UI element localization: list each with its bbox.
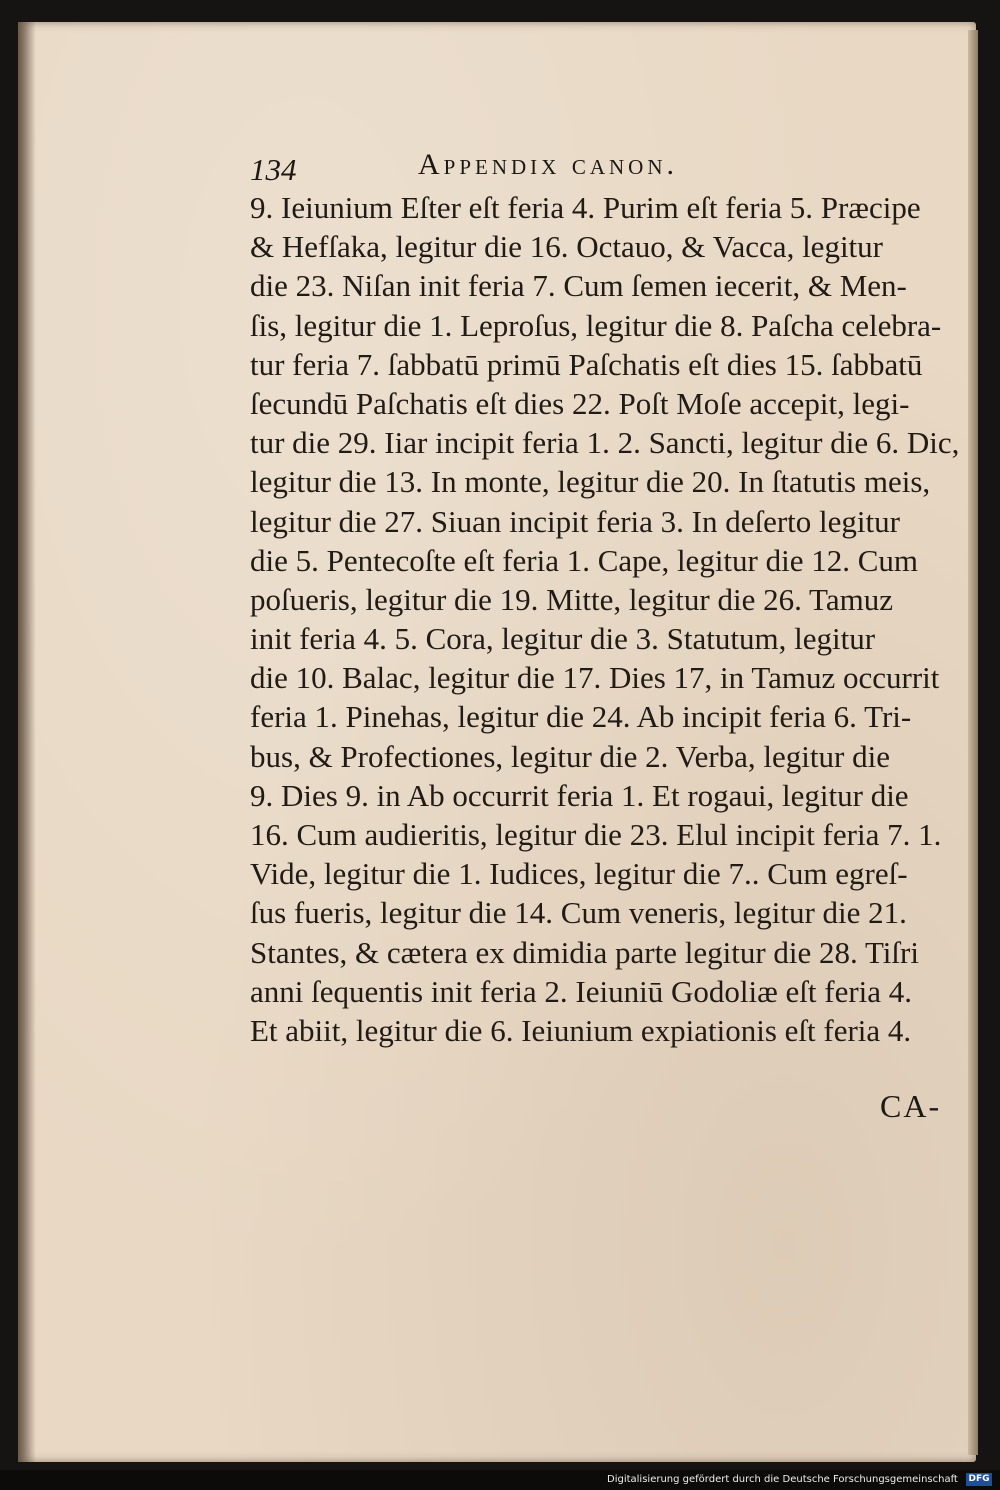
dfg-logo: DFG bbox=[966, 1473, 992, 1486]
text-line: poſueris, legitur die 19. Mitte, legitur die 26. Tamuz bbox=[250, 581, 893, 617]
text-line: tur feria 7. ſabbatū primū Paſchatis eſt dies 15. ſabbatū bbox=[250, 346, 923, 382]
text-line: ſus fueris, legitur die 14. Cum veneris, legitur die 21. bbox=[250, 895, 907, 931]
text-line: & Hefſaka, legitur die 16. Octauo, & Vacca, legitur bbox=[250, 229, 883, 265]
text-line: feria 1. Pinehas, legitur die 24. Ab incipit feria 6. Tri- bbox=[250, 699, 912, 735]
text-line: anni ſequentis init feria 2. Ieiuniū Godoliæ eſt feria 4. bbox=[250, 973, 913, 1009]
text-line: die 23. Niſan init feria 7. Cum ſemen iecerit, & Men- bbox=[250, 268, 907, 304]
body-text bbox=[250, 188, 960, 1050]
page-header bbox=[250, 148, 950, 188]
text-line: ſecundū Paſchatis eſt dies 22. Poſt Moſe accepit, legi- bbox=[250, 385, 910, 421]
text-line: tur die 29. Iiar incipit feria 1. 2. Sancti, legitur die 6. Dic, bbox=[250, 425, 960, 461]
text-line: Et abiit, legitur die 6. Ieiunium expiationis eſt feria 4. bbox=[250, 1012, 912, 1048]
page-number: 134 bbox=[250, 152, 297, 187]
text-line: die 5. Pentecoſte eſt feria 1. Cape, legitur die 12. Cum bbox=[250, 542, 919, 578]
text-line: init feria 4. 5. Cora, legitur die 3. Statutum, legitur bbox=[250, 621, 876, 657]
text-line: ſis, legitur die 1. Leproſus, legitur die 8. Paſcha celebra- bbox=[250, 307, 942, 343]
text-line: legitur die 27. Siuan incipit feria 3. In deſerto legitur bbox=[250, 503, 900, 539]
text-line: Vide, legitur die 1. Iudices, legitur die 7.. Cum egreſ- bbox=[250, 856, 908, 892]
digitization-credit: Digitalisierung gefördert durch die Deutsche Forschungsgemeinschaft bbox=[607, 1474, 958, 1485]
text-line: 16. Cum audieritis, legitur die 23. Elul incipit feria 7. 1. bbox=[250, 817, 942, 852]
text-line: Stantes, & cætera ex dimidia parte legitur die 28. Tiſri bbox=[250, 934, 919, 970]
page-fore-edge bbox=[968, 30, 978, 1455]
text-line: legitur die 13. In monte, legitur die 20. In ſtatutis meis, bbox=[250, 464, 931, 500]
text-line: 9. Ieiunium Eſter eſt feria 4. Purim eſt feria 5. Præcipe bbox=[250, 190, 921, 225]
page-gutter-shadow bbox=[18, 22, 36, 1462]
text-line: bus, & Profectiones, legitur die 2. Verba, legitur die bbox=[250, 738, 890, 774]
running-head: Appendix canon. bbox=[418, 148, 679, 181]
catchword: CA- bbox=[880, 1088, 942, 1124]
text-line: 9. Dies 9. in Ab occurrit feria 1. Et rogaui, legitur die bbox=[250, 777, 909, 813]
text-line: die 10. Balac, legitur die 17. Dies 17, in Tamuz occurrit bbox=[250, 660, 940, 696]
